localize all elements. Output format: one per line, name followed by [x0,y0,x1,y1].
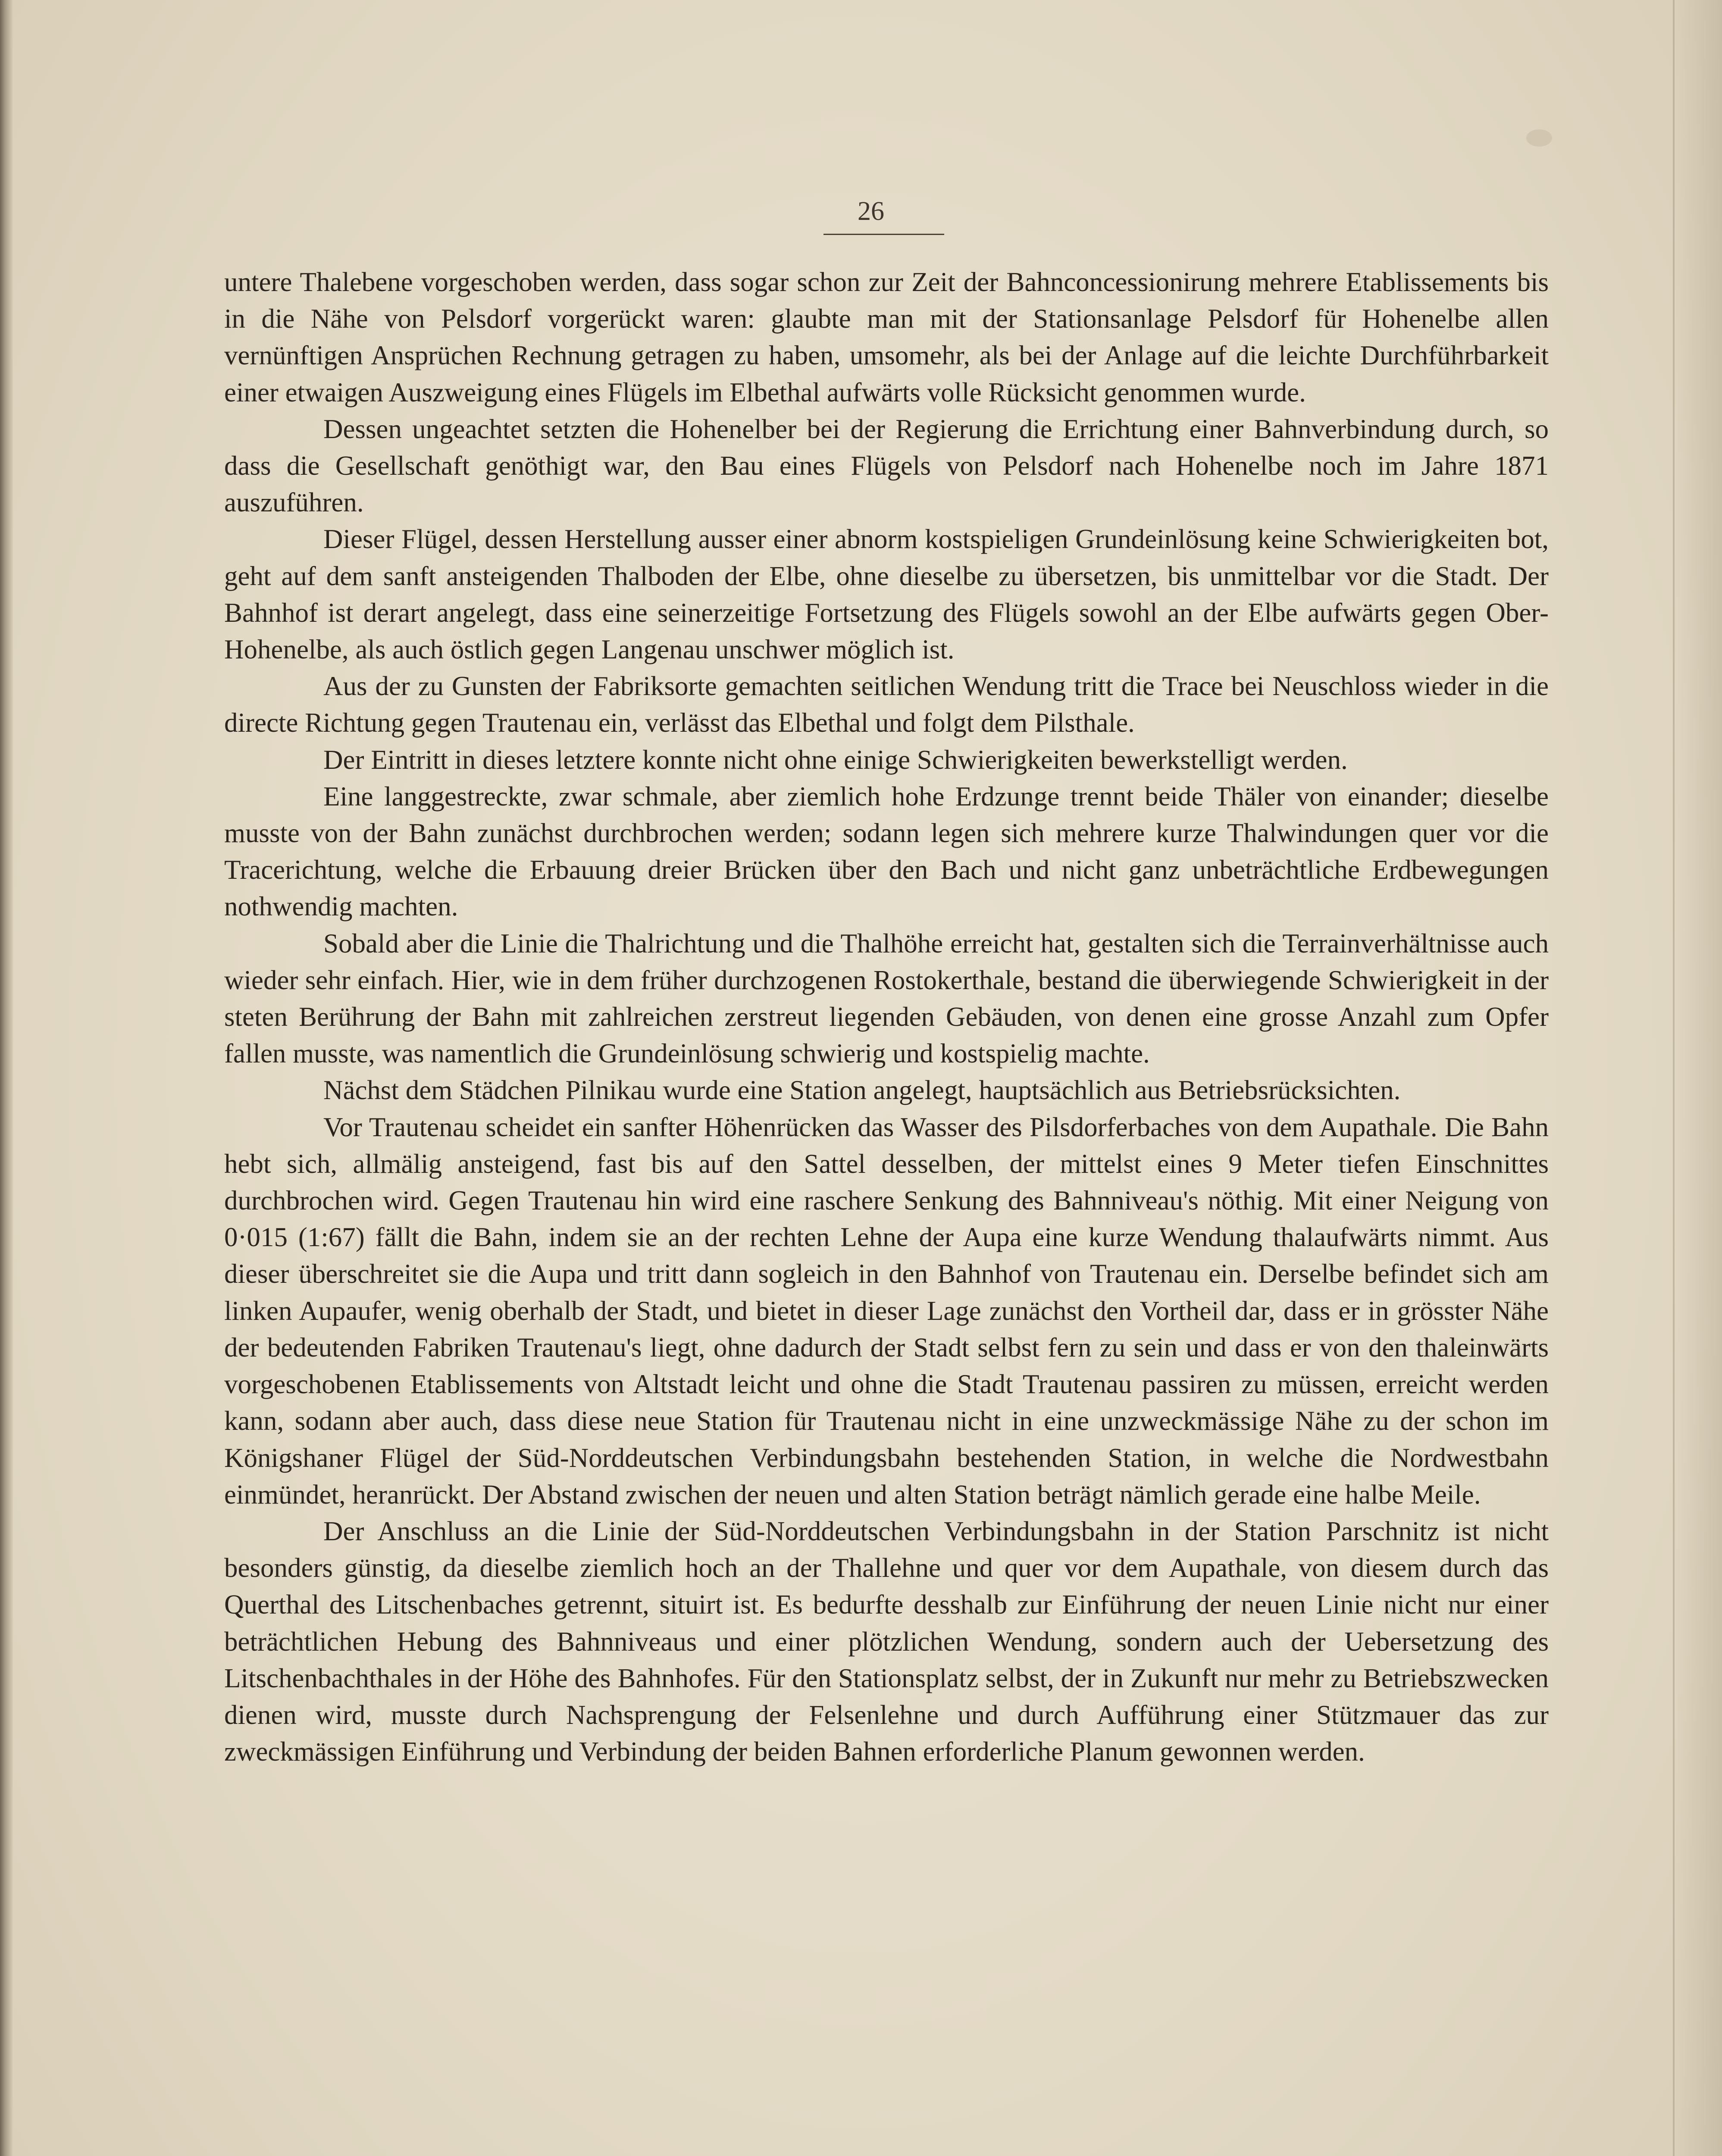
paragraph: Sobald aber die Linie die Thalrichtung und die Thalhöhe erreicht hat, gestalten sich die Terrainverhältnisse auch wieder sehr einfach. Hier, wie in dem früher durchzogenen Rostokerthale, bestand die überwiegende Schwierigkeit in der steten Berührung der Bahn mit zahlreichen zerstreut liegenden Gebäuden, von denen eine grosse Anzahl zum Opfer fallen musste, was namentlich die Grundeinlösung schwierig und kostspielig machte. [224,928,1549,1069]
paragraph: Dieser Flügel, dessen Herstellung ausser einer abnorm kostspieligen Grundeinlösung keine Schwierigkeiten bot, geht auf dem sanft ansteigenden Thalboden der Elbe, ohne dieselbe zu übersetzen, bis unmittelbar vor die Stadt. Der Bahnhof ist derart angelegt, dass eine seinerzeitige Fortsetzung des Flügels sowohl an der Elbe aufwärts gegen Ober-Hohenelbe, als auch östlich gegen Langenau unschwer möglich ist. [224,524,1549,665]
binding-edge [0,0,13,2156]
page-fold-line [1673,0,1675,2156]
page-number: 26 [858,197,884,226]
paper-stain [1526,129,1552,147]
paragraph: untere Thalebene vorgeschoben werden, dass sogar schon zur Zeit der Bahnconcessionirung mehrere Etablissements bis in die Nähe von Pelsdorf vorgerückt waren: glaubte man mit der Stationsanlage Pelsdorf für Hohenelbe allen vernünftigen Ansprüchen Rechnung getragen zu haben, umsomehr, als bei der Anlage auf die leichte Durchführbarkeit einer etwaigen Auszweigung eines Flügels im Elbethal aufwärts volle Rücksicht genommen wurde. [224,267,1549,407]
paragraph: Dessen ungeachtet setzten die Hohenelber bei der Regierung die Errichtung einer Bahnverbindung durch, so dass die Gesellschaft genöthigt war, den Bau eines Flügels von Pelsdorf nach Hohenelbe noch im Jahre 1871 auszuführen. [224,414,1549,518]
paragraph: Nächst dem Städchen Pilnikau wurde eine Station angelegt, hauptsächlich aus Betriebsrücksichten. [323,1075,1401,1106]
paragraph: Der Anschluss an die Linie der Süd-Norddeutschen Verbindungsbahn in der Station Parschnitz ist nicht besonders günstig, da dieselbe ziemlich hoch an der Thallehne und quer vor dem Aupathale, von diesem durch das Querthal des Litschenbaches getrennt, situirt ist. Es bedurfte desshalb zur Einführung der neuen Linie nicht nur einer beträchtlichen Hebung des Bahnniveaus und einer plötzlichen Wendung, sondern auch der Uebersetzung des Litschenbachthales in der Höhe des Bahnhofes. Für den Stationsplatz selbst, der in Zukunft nur mehr zu Betriebszwecken dienen wird, musste durch Nachsprengung der Felsenlehne und durch Aufführung einer Stützmauer das zur zweckmässigen Einführung und Verbindung der beiden Bahnen erforderliche Planum gewonnen werden. [224,1516,1549,1767]
page-edge-shadow [1675,0,1722,2156]
paragraph: Vor Trautenau scheidet ein sanfter Höhenrücken das Wasser des Pilsdorferbaches von dem Aupathale. Die Bahn hebt sich, allmälig ansteigend, fast bis auf den Sattel desselben, der mittelst eines 9 Meter tiefen Einschnittes durchbrochen wird. Gegen Trautenau hin wird eine raschere Senkung des Bahnniveau's nöthig. Mit einer Neigung von 0·015 (1:67) fällt die Bahn, indem sie an der rechten Lehne der Aupa eine kurze Wendung thalaufwärts nimmt. Aus dieser überschreitet sie die Aupa und tritt dann sogleich in den Bahnhof von Trautenau ein. Derselbe befindet sich am linken Aupaufer, wenig oberhalb der Stadt, und bietet in dieser Lage zunächst den Vortheil dar, dass er in grösster Nähe der bedeutenden Fabriken Trautenau's liegt, ohne dadurch der Stadt selbst fern zu sein und dass er von den thaleinwärts vorgeschobenen Etablissements von Altstadt leicht und ohne die Stadt Trautenau passiren zu müssen, erreicht werden kann, sodann aber auch, dass diese neue Station für Trautenau nicht in eine unzweckmässige Nähe zu der schon im Königshaner Flügel der Süd-Norddeutschen Verbindungsbahn bestehenden Station, in welche die Nordwestbahn einmündet, heranrückt. Der Abstand zwischen der neuen und alten Station beträgt nämlich gerade eine halbe Meile. [224,1112,1549,1510]
page-number-rule [823,234,944,235]
paragraph: Eine langgestreckte, zwar schmale, aber ziemlich hohe Erdzunge trennt beide Thäler von einander; dieselbe musste von der Bahn zunächst durchbrochen werden; sodann legen sich mehrere kurze Thalwindungen quer vor die Tracerichtung, welche die Erbauung dreier Brücken über den Bach und nicht ganz unbeträchtliche Erdbewegungen nothwendig machten. [224,781,1549,922]
paragraph: Aus der zu Gunsten der Fabriksorte gemachten seitlichen Wendung tritt die Trace bei Neuschloss wieder in die directe Richtung gegen Trautenau ein, verlässt das Elbethal und folgt dem Pilsthale. [224,671,1549,738]
paragraph: Der Eintritt in dieses letztere konnte nicht ohne einige Schwierigkeiten bewerkstelligt werden. [323,744,1348,775]
body-text [224,264,1549,1770]
